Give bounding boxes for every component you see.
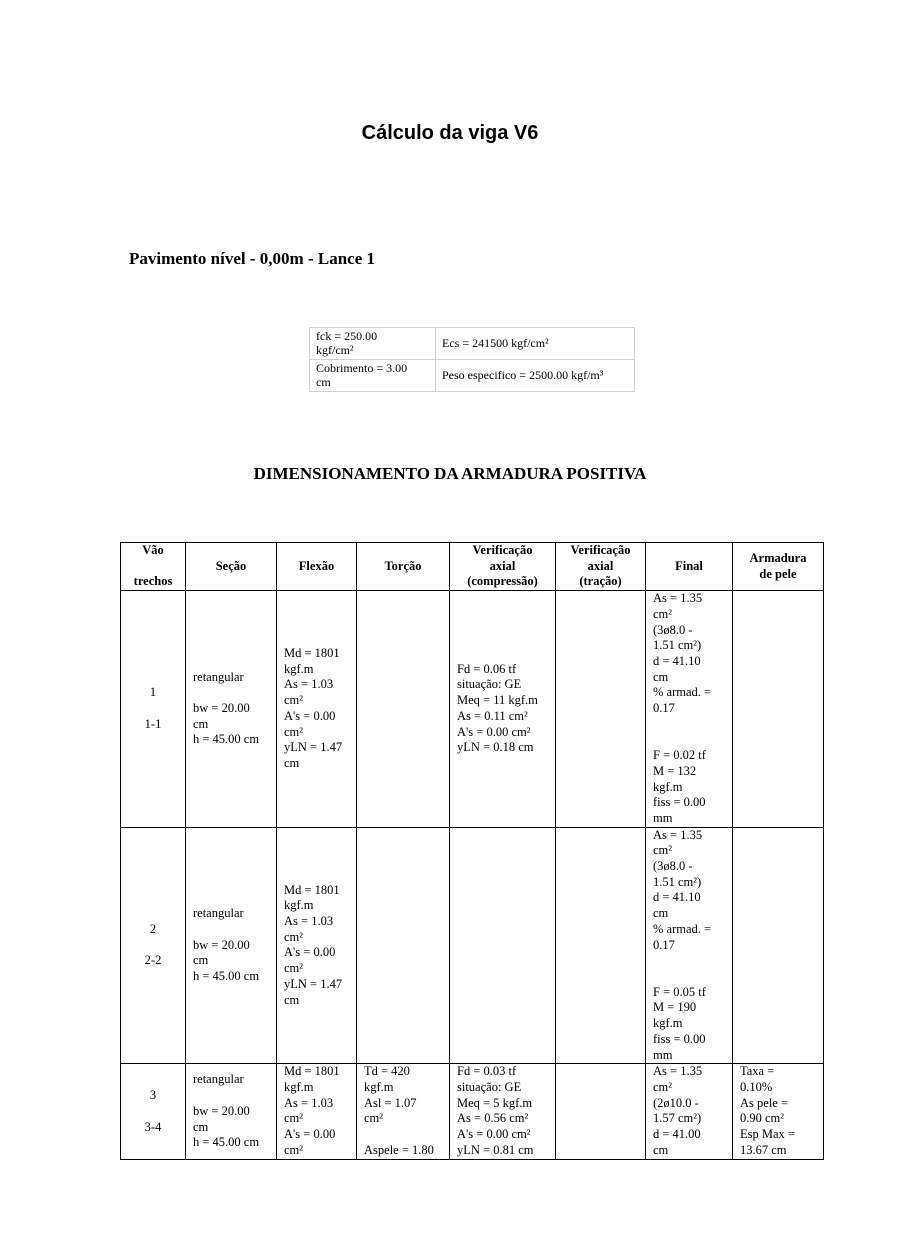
cell-final: As = 1.35 cm² (3ø8.0 - 1.51 cm²) d = 41.10 cm % armad. = 0.17 F = 0.02 tf M = 132 kgf.m fiss = 0.00 mm: [646, 591, 733, 828]
cell-armadura-pele: Taxa = 0.10% As pele = 0.90 cm² Esp Max = 13.67 cm: [733, 1064, 824, 1160]
cell-torcao: [357, 827, 450, 1064]
cell-final: As = 1.35 cm² (2ø10.0 - 1.57 cm²) d = 41.00 cm: [646, 1064, 733, 1160]
cell-verificacao-compressao: [450, 827, 556, 1064]
material-params-table: [309, 327, 635, 392]
cobrimento-value: Cobrimento = 3.00 cm: [310, 360, 436, 392]
header-verificacao-compressao: Verificação axial (compressão): [450, 543, 556, 591]
header-armadura-pele: Armadura de pele: [733, 543, 824, 591]
positive-reinforcement-table: [120, 542, 824, 1160]
ecs-value: Ecs = 241500 kgf/cm²: [436, 328, 635, 360]
cell-secao: retangular bw = 20.00 cm h = 45.00 cm: [186, 827, 277, 1064]
cell-torcao: Td = 420 kgf.m Asl = 1.07 cm² Aspele = 1.80: [357, 1064, 450, 1160]
cell-secao: retangular bw = 20.00 cm h = 45.00 cm: [186, 1064, 277, 1160]
cell-torcao: [357, 591, 450, 828]
header-final: Final: [646, 543, 733, 591]
table-header-row: [121, 543, 824, 591]
table-row: [121, 1064, 824, 1160]
cell-verificacao-compressao: Fd = 0.06 tf situação: GE Meq = 11 kgf.m As = 0.11 cm² A's = 0.00 cm² yLN = 0.18 cm: [450, 591, 556, 828]
peso-value: Peso especifico = 2500.00 kgf/m³: [436, 360, 635, 392]
params-row: [310, 328, 635, 360]
cell-verificacao-compressao: Fd = 0.03 tf situação: GE Meq = 5 kgf.m As = 0.56 cm² A's = 0.00 cm² yLN = 0.81 cm: [450, 1064, 556, 1160]
header-secao: Seção: [186, 543, 277, 591]
cell-verificacao-tracao: [556, 827, 646, 1064]
cell-flexao: Md = 1801 kgf.m As = 1.03 cm² A's = 0.00 cm² yLN = 1.47 cm: [277, 591, 357, 828]
cell-secao: retangular bw = 20.00 cm h = 45.00 cm: [186, 591, 277, 828]
page-title: Cálculo da viga V6: [361, 122, 539, 144]
cell-vao: 1 1-1: [121, 591, 186, 828]
cell-vao: 2 2-2: [121, 827, 186, 1064]
cell-verificacao-tracao: [556, 1064, 646, 1160]
cell-flexao: Md = 1801 kgf.m As = 1.03 cm² A's = 0.00 cm² yLN = 1.47 cm: [277, 827, 357, 1064]
header-vao: Vão trechos: [121, 543, 186, 591]
header-torcao: Torção: [357, 543, 450, 591]
cell-vao: 3 3-4: [121, 1064, 186, 1160]
table-row: [121, 827, 824, 1064]
cell-final: As = 1.35 cm² (3ø8.0 - 1.51 cm²) d = 41.10 cm % armad. = 0.17 F = 0.05 tf M = 190 kgf.m fiss = 0.00 mm: [646, 827, 733, 1064]
cell-armadura-pele: [733, 827, 824, 1064]
fck-value: fck = 250.00 kgf/cm²: [310, 328, 436, 360]
dimensioning-title: DIMENSIONAMENTO DA ARMADURA POSITIVA: [253, 464, 647, 483]
cell-flexao: Md = 1801 kgf.m As = 1.03 cm² A's = 0.00 cm²: [277, 1064, 357, 1160]
header-flexao: Flexão: [277, 543, 357, 591]
cell-armadura-pele: [733, 591, 824, 828]
cell-verificacao-tracao: [556, 591, 646, 828]
params-row: [310, 360, 635, 392]
table-row: [121, 591, 824, 828]
header-verificacao-tracao: Verificação axial (tração): [556, 543, 646, 591]
section-title: Pavimento nível - 0,00m - Lance 1: [129, 249, 375, 268]
